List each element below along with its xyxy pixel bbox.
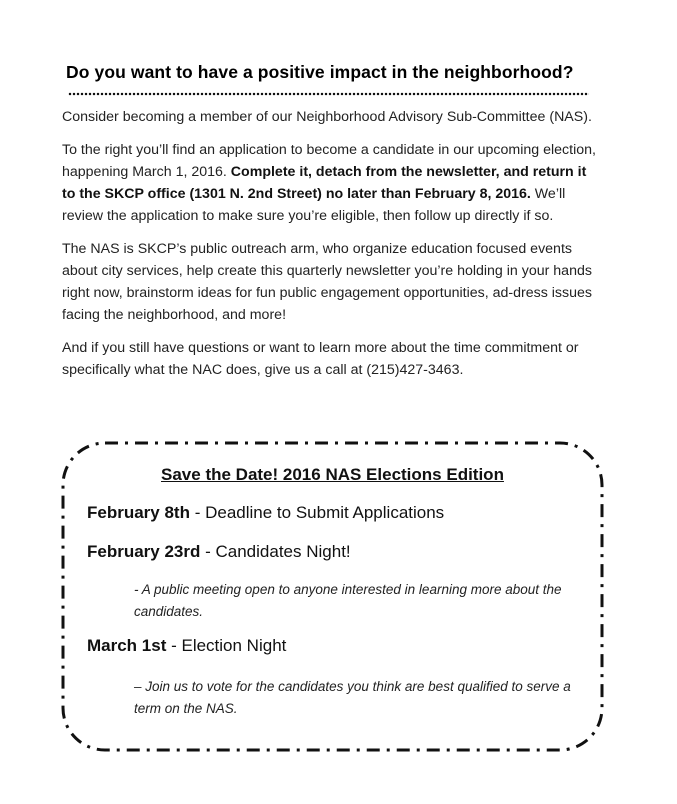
- event-candidates-night: [87, 542, 351, 562]
- event-date: February 23rd: [87, 542, 201, 561]
- paragraph-intro: Consider becoming a member of our Neighborhood Advisory Sub-Committee (NAS).: [62, 109, 592, 125]
- event-label: - Election Night: [166, 636, 287, 655]
- event-label: - Deadline to Submit Applications: [189, 503, 445, 522]
- event-date: March 1st: [87, 636, 167, 655]
- event-note: - A public meeting open to anyone interested in learning more about the candidates.: [134, 582, 562, 619]
- event-date: February 8th: [87, 503, 190, 522]
- paragraph-contact: And if you still have questions or want to learn more about the time commitment or specifically what the NAC does, give us a call at (215)427-3463.: [62, 340, 579, 378]
- save-the-date-title: Save the Date! 2016 NAS Elections Edition: [161, 465, 504, 484]
- paragraph-application: [62, 139, 600, 227]
- article-body: [62, 106, 600, 392]
- event-deadline: [87, 503, 444, 523]
- page-heading: Do you want to have a positive impact in the neighborhood?: [66, 62, 574, 82]
- event-election-night: [87, 636, 286, 656]
- dotted-divider: [68, 92, 589, 96]
- application-instructions: Complete it, detach from the newsletter, and return it to the SKCP office (1301 N. 2nd Street) no later than February 8, 2016.: [62, 164, 587, 202]
- application-followup: We’ll review the application to make sure you’re eligible, then follow up directly if so.: [62, 186, 566, 224]
- save-the-date-box: [60, 440, 605, 753]
- event-note: – Join us to vote for the candidates you think are best qualified to serve a term on the NAS.: [134, 679, 571, 716]
- application-text: To the right you’ll find an application to become a candidate in our upcoming election, happening March 1, 2016.: [62, 142, 596, 180]
- paragraph-about-nas: The NAS is SKCP’s public outreach arm, who organize education focused events about city services, help create this quarterly newsletter you’re holding in your hands right now, brainstorm ideas for fun public engagement opportunities, ad-dress issues facing the neighborhood, and more!: [62, 241, 592, 323]
- event-label: - Candidates Night!: [200, 542, 351, 561]
